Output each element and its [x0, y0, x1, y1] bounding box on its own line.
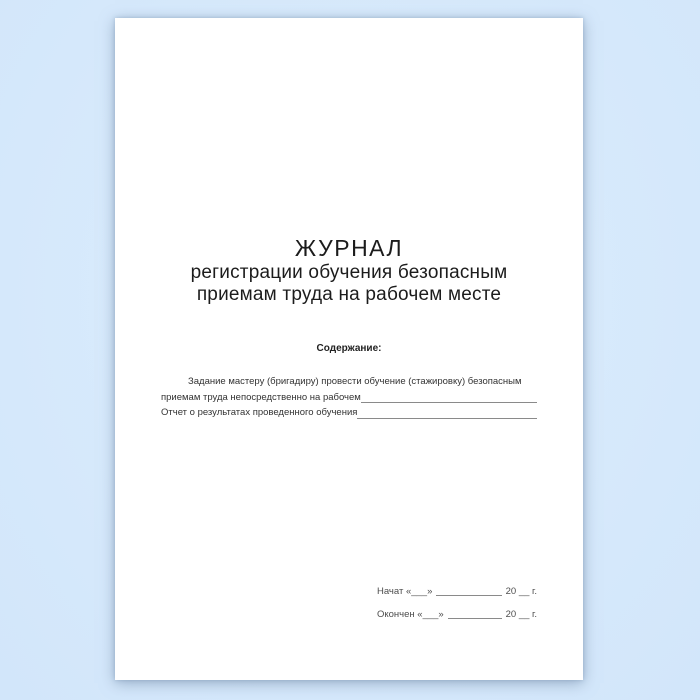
- journal-subtitle-line2: приемам труда на рабочем месте: [196, 284, 502, 305]
- journal-cover-page: [115, 18, 583, 680]
- journal-title: ЖУРНАЛ: [294, 235, 404, 261]
- fill-in-line: [361, 402, 537, 403]
- contents-item-assignment-line2: [161, 390, 537, 406]
- date-finished-row: [377, 608, 537, 621]
- date-finished-year: 20 __ г.: [505, 609, 537, 620]
- contents-item-assignment-text: приемам труда непосредственно на рабочем: [161, 391, 361, 403]
- date-started-label: Начат «___»: [377, 586, 433, 597]
- date-started-fill-line: [436, 595, 501, 596]
- date-started-row: [377, 585, 537, 598]
- contents-item-report-text: Отчет о результатах проведенного обучения: [161, 407, 358, 418]
- contents-list: [161, 374, 537, 421]
- contents-item-assignment-line1: Задание мастеру (бригадиру) провести обучение (стажировку) безопасным: [188, 376, 522, 387]
- date-started-year: 20 __ г.: [505, 586, 537, 597]
- journal-subtitle-line1: регистрации обучения безопасным: [190, 262, 508, 283]
- fill-in-line: [357, 418, 537, 419]
- contents-heading: Содержание:: [316, 343, 382, 354]
- date-finished-label: Окончен «___»: [377, 609, 444, 620]
- journal-dates-block: [377, 585, 537, 631]
- contents-item-report: [161, 405, 537, 421]
- date-finished-fill-line: [448, 618, 502, 619]
- journal-title-block: [115, 234, 583, 306]
